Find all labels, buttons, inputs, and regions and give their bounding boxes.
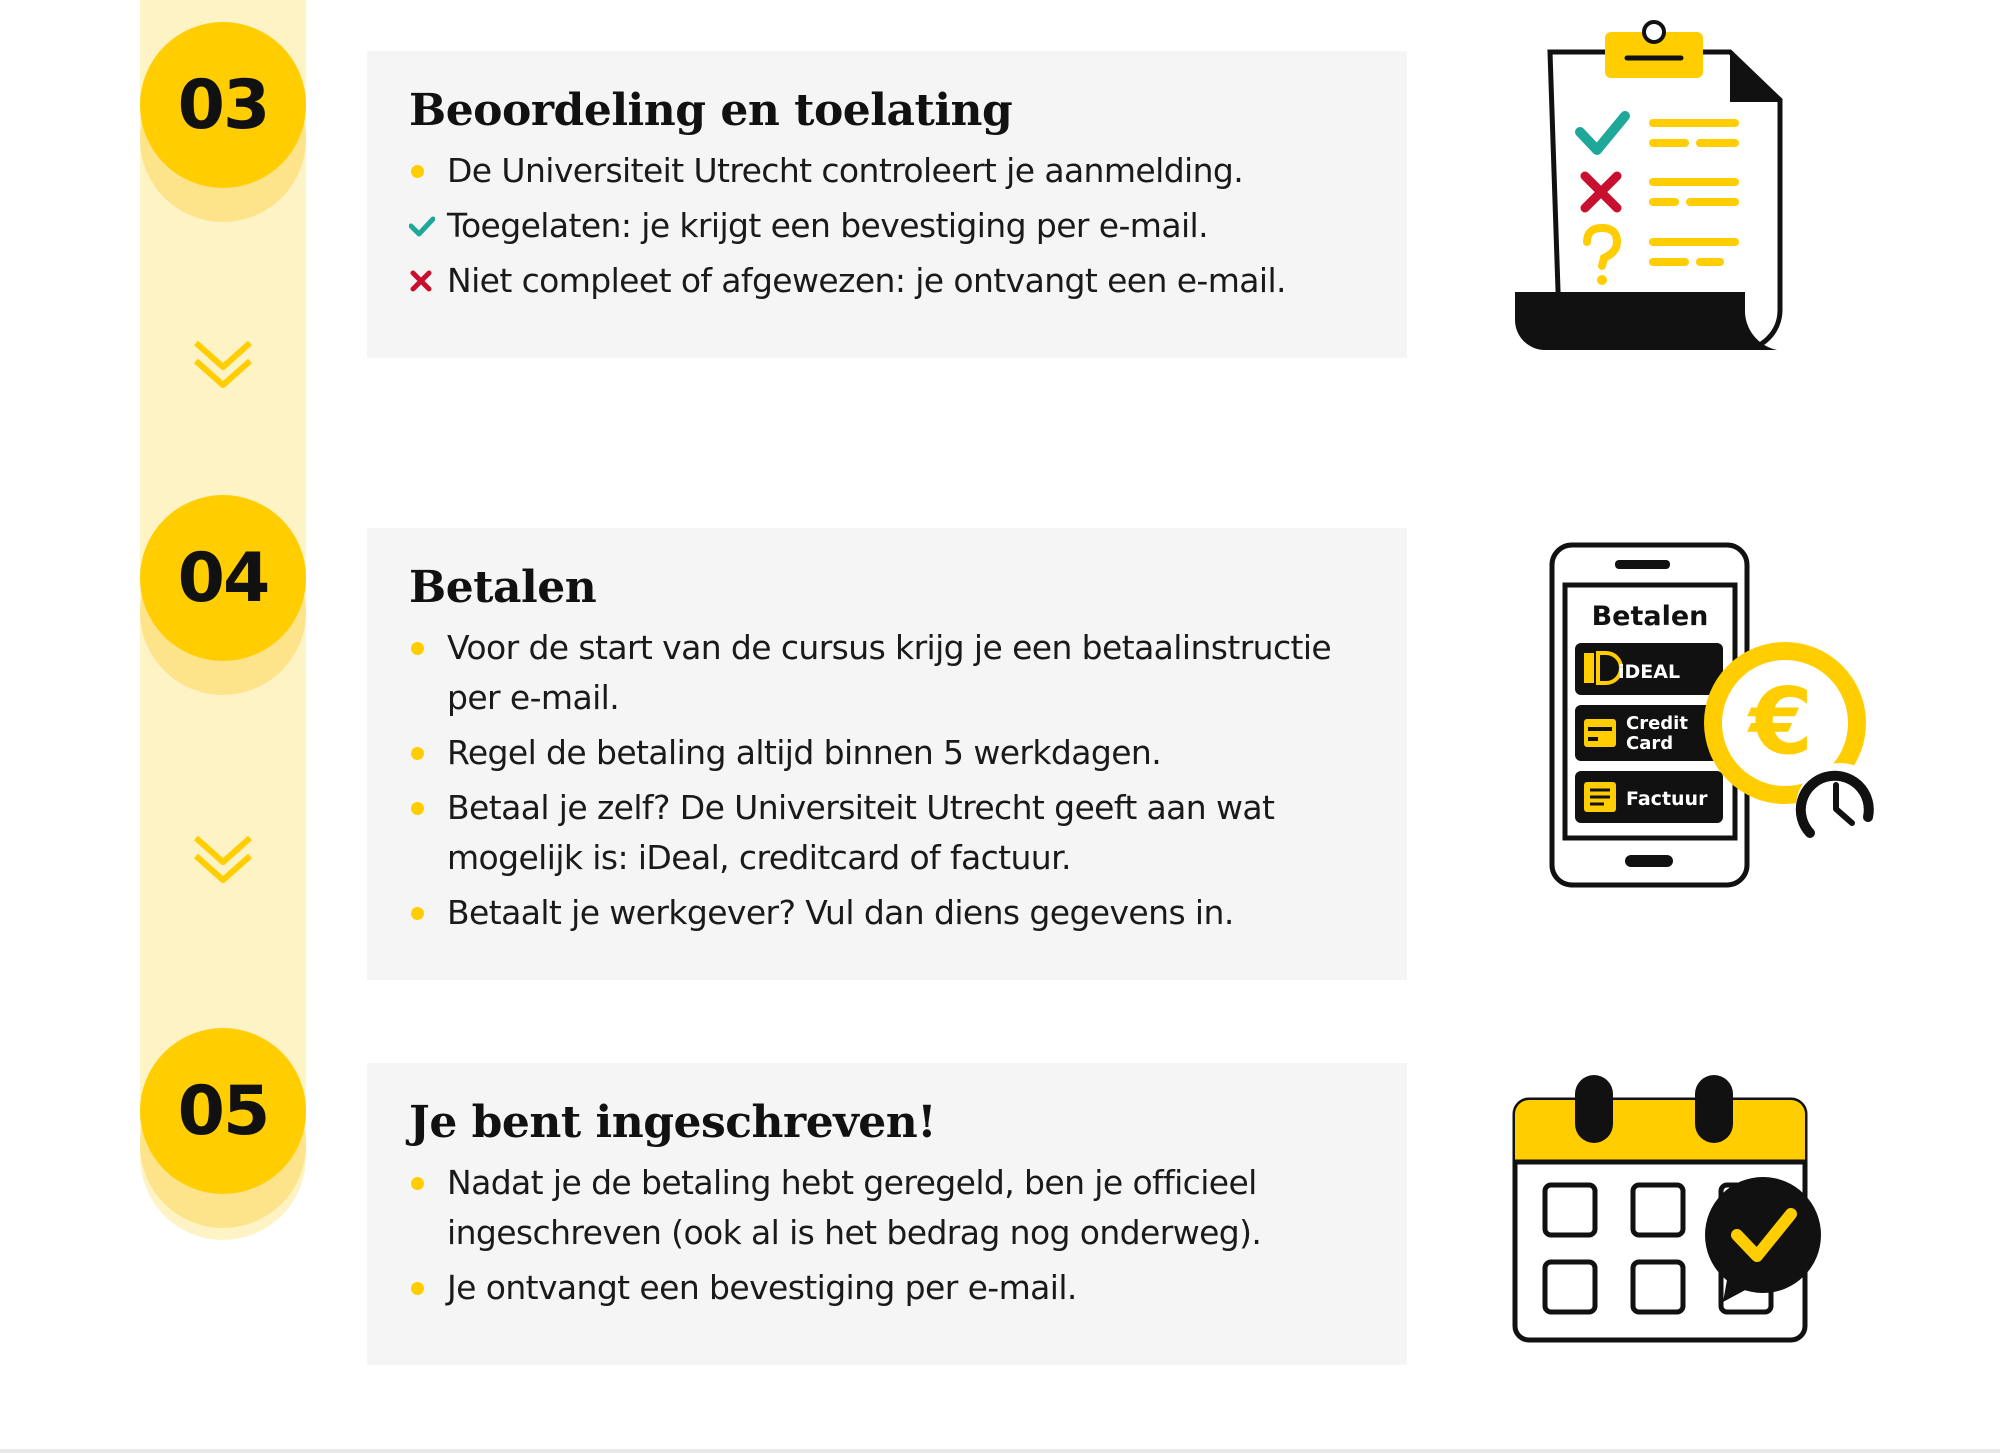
chevron-down-icon — [190, 335, 256, 395]
payment-option-card: Card — [1626, 733, 1674, 754]
check-icon — [409, 201, 435, 251]
list-item: Je ontvangt een bevestiging per e-mail. — [409, 1263, 1367, 1313]
cross-icon — [409, 256, 435, 306]
list-item: Betaalt je werkgever? Vul dan diens gegevens in. — [409, 888, 1367, 938]
list-item: De Universiteit Utrecht controleert je aanmelding. — [409, 146, 1367, 196]
step-title: Je bent ingeschreven! — [409, 1097, 937, 1148]
divider — [0, 1449, 2000, 1453]
step-title: Betalen — [409, 562, 597, 613]
phone-payment-icon — [1540, 535, 1885, 890]
bullet-dot-icon — [411, 802, 424, 815]
step-card-payment — [367, 528, 1407, 980]
list-item: Regel de betaling altijd binnen 5 werkdagen. — [409, 728, 1367, 778]
clipboard-checklist-icon — [1505, 10, 1805, 350]
step-list — [409, 1158, 1367, 1313]
step-list — [409, 623, 1367, 938]
chevron-down-icon — [190, 830, 256, 890]
list-item: Voor de start van de cursus krijg je een betaalinstructie per e-mail. — [409, 623, 1367, 723]
step-number-05: 05 — [140, 1028, 306, 1228]
bullet-dot-icon — [411, 747, 424, 760]
step-title: Beoordeling en toelating — [409, 85, 1013, 136]
payment-option-ideal: iDEAL — [1618, 661, 1681, 683]
phone-title: Betalen — [1591, 601, 1709, 632]
payment-option-credit: Credit — [1626, 713, 1688, 734]
calendar-check-icon — [1505, 1070, 1835, 1350]
list-item: Toegelaten: je krijgt een bevestiging per e-mail. — [409, 201, 1367, 251]
bullet-dot-icon — [411, 642, 424, 655]
step-card-assessment — [367, 51, 1407, 358]
bullet-dot-icon — [411, 907, 424, 920]
list-item: Niet compleet of afgewezen: je ontvangt een e-mail. — [409, 256, 1367, 306]
bullet-dot-icon — [411, 165, 424, 178]
step-list — [409, 146, 1367, 306]
payment-option-invoice: Factuur — [1626, 788, 1708, 810]
list-item: Betaal je zelf? De Universiteit Utrecht geeft aan wat mogelijk is: iDeal, creditcard of factuur. — [409, 783, 1367, 883]
step-number-04: 04 — [140, 495, 306, 695]
bullet-dot-icon — [411, 1282, 424, 1295]
bullet-dot-icon — [411, 1177, 424, 1190]
step-number-03: 03 — [140, 22, 306, 222]
list-item: Nadat je de betaling hebt geregeld, ben je officieel ingeschreven (ook al is het bedrag nog onderweg). — [409, 1158, 1367, 1258]
step-card-enrolled — [367, 1063, 1407, 1365]
euro-coin-icon: € — [1748, 668, 1814, 775]
